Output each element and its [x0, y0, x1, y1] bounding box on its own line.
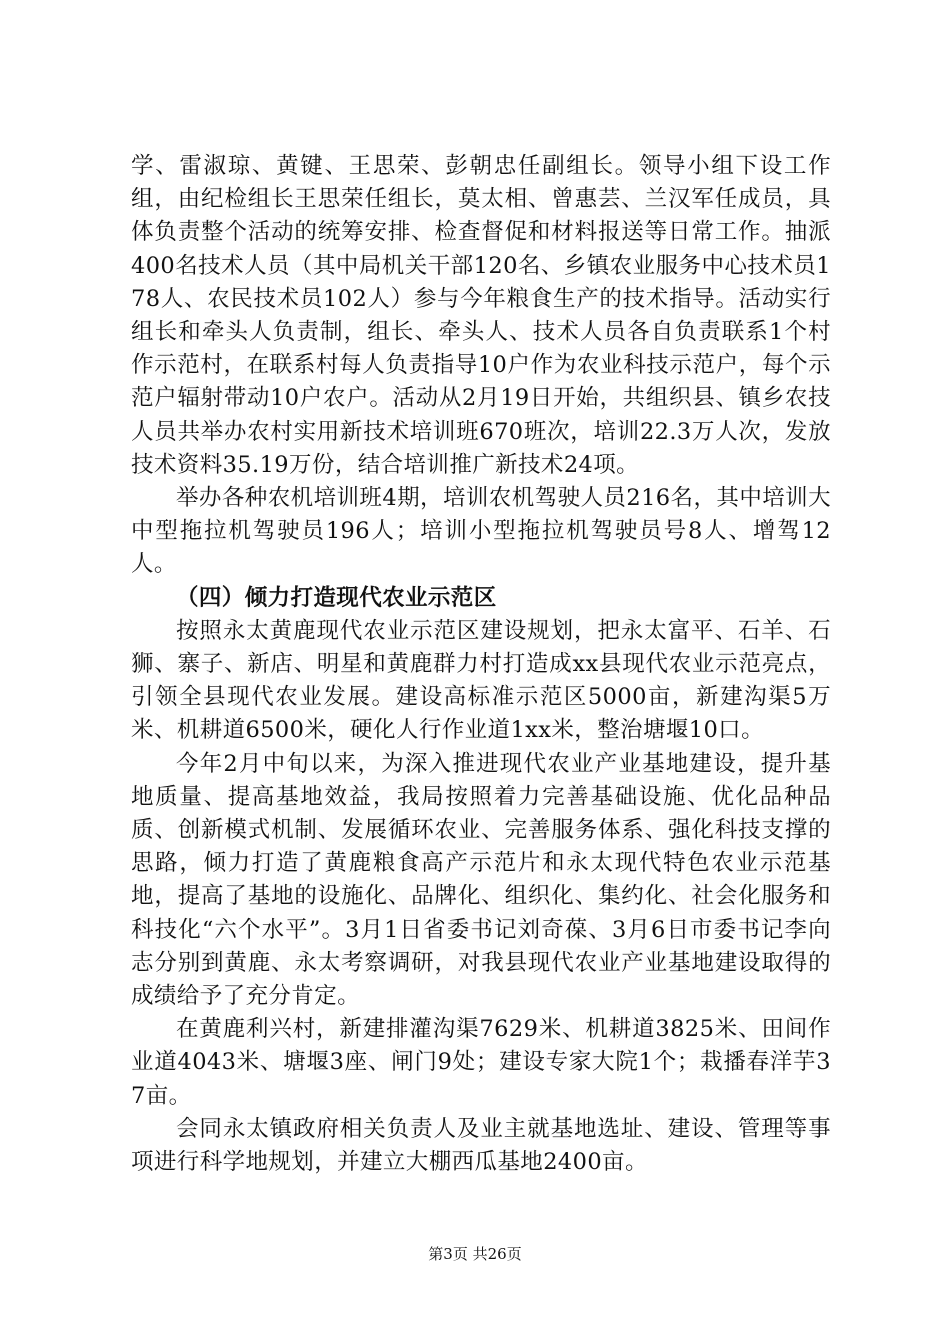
paragraph-base-construction: 今年2月中旬以来，为深入推进现代农业产业基地建设，提升基地质量、提高基地效益，我局按照着力完善基础设施、优化品种品质、创新模式机制、发展循环农业、完善服务体系、强化科技支撑的思路，倾力打造了黄鹿粮食高产示范片和永太现代特色农业示范基地，提高了基地的设施化、品牌化、组织化、集约化、社会化服务和科技化“六个水平”。3月1日省委书记刘奇葆、3月6日市委书记李向志分别到黄鹿、永太考察调研，对我县现代农业产业基地建设取得的成绩给予了充分肯定。: [131, 750, 831, 1010]
section-heading: （四）倾力打造现代农业示范区: [176, 584, 497, 611]
paragraph-machinery-training: 举办各种农机培训班4期，培训农机驾驶人员216名，其中培训大中型拖拉机驾驶员196人；培训小型拖拉机驾驶员号8人、增驾12人。: [131, 485, 831, 578]
paragraph-watermelon-base: 会同永太镇政府相关负责人及业主就基地选址、建设、管理等事项进行科学地规划，并建立大棚西瓜基地2400亩。: [131, 1115, 831, 1176]
document-body: [131, 150, 831, 1179]
page-footer: [0, 1244, 950, 1264]
paragraph-lixing-village: 在黄鹿利兴村，新建排灌沟渠7629米、机耕道3825米、田间作业道4043米、塘堰3座、闸门9处；建设专家大院1个；栽播春洋芋37亩。: [131, 1016, 831, 1109]
paragraph-leadership-group: 学、雷淑琼、黄键、王思荣、彭朝忠任副组长。领导小组下设工作组，由纪检组长王思荣任组长，莫太相、曾惠芸、兰汉军任成员，具体负责整个活动的统筹安排、检查督促和材料报送等日常工作。抽派400名技术人员（其中局机关干部120名、乡镇农业服务中心技术员178人、农民技术员102人）参与今年粮食生产的技术指导。活动实行组长和牵头人负责制，组长、牵头人、技术人员各自负责联系1个村作示范村，在联系村每人负责指导10户作为农业科技示范户，每个示范户辐射带动10户农户。活动从2月19日开始，共组织县、镇乡农技人员共举办农村实用新技术培训班670班次，培训22.3万人次，发放技术资料35.19万份，结合培训推广新技术24项。: [131, 153, 831, 478]
paragraph-demonstration-plan: 按照永太黄鹿现代农业示范区建设规划，把永太富平、石羊、石狮、寨子、新店、明星和黄鹿群力村打造成xx县现代农业示范亮点，引领全县现代农业发展。建设高标准示范区5000亩，新建沟渠5万米、机耕道6500米，硬化人行作业道1xx米，整治塘堰10口。: [131, 617, 831, 744]
page-number-label: 第3页 共26页: [428, 1245, 522, 1263]
